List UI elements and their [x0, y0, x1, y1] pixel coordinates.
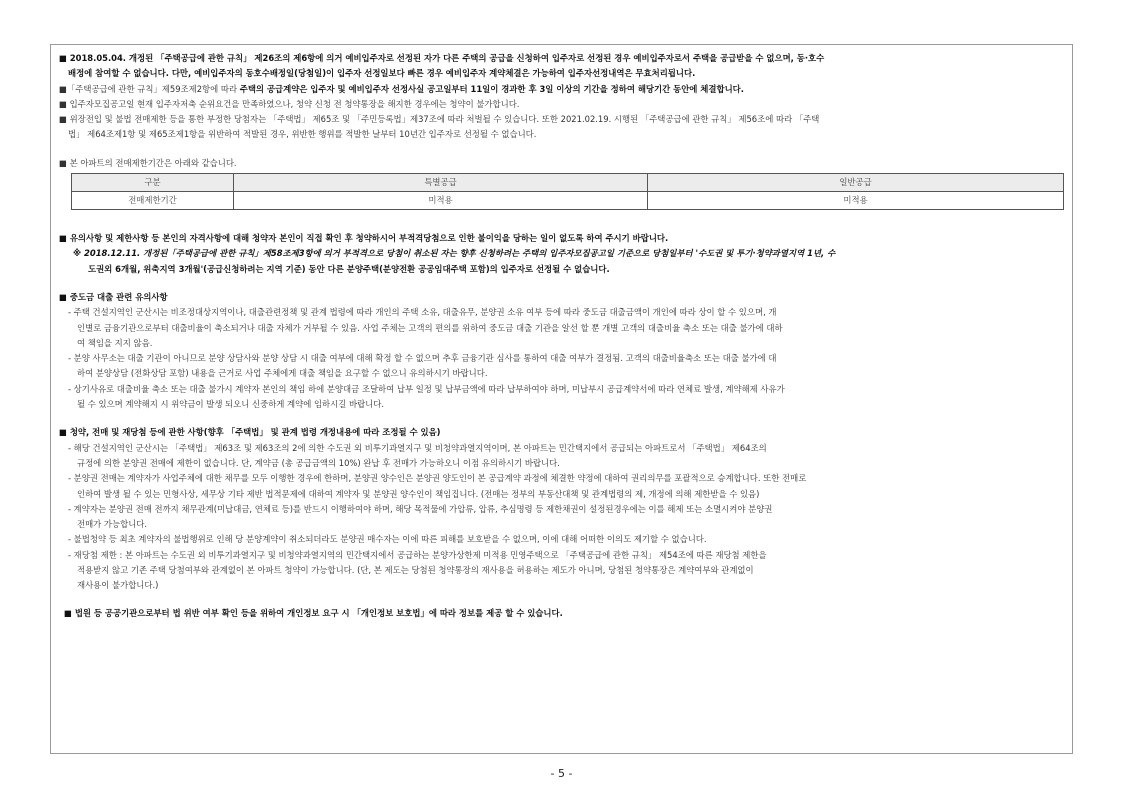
notice-fraud-line2: 법」 제64조제1항 및 제65조제1항을 위반하여 적발된 경우, 위반한 행위를 적발한 날부터 10년간 입주자로 선정될 수 없습니다.	[68, 129, 537, 140]
privacy-notice: ■ 법원 등 공공기관으로부터 법 위반 여부 확인 등을 위하여 개인정보 요구 시 「개인정보 보호법」에 따라 정보를 제공 할 수 있습니다.	[64, 607, 563, 618]
sale-item-1-line2: 규정에 의한 분양권 전매에 제한이 없습니다. 단, 계약금 (총 공급금액의 10%) 완납 후 전매가 가능하오니 이점 유의하시기 바랍니다.	[77, 457, 560, 468]
sale-item-4	[59, 532, 1064, 547]
resale-table-row	[72, 192, 1064, 210]
notice-contract-bold: 주택의 공급계약은 입주자 및 예비입주자 선정사실 공고일부터 11일이 경과한 후 3일 이상의 기간을 정하여 해당기간 동안에 체결합니다.	[239, 83, 744, 94]
sale-item-3	[59, 502, 1064, 533]
loan-item-2-line1: - 분양 사무소는 대출 기관이 아니므로 분양 상담사와 분양 상담 시 대출 여부에 대해 확정 할 수 없으며 추후 금융기관 심사를 통하여 대출 여부가 결정됨. 고객의 대출비율축소 또는 대출 불가에 대	[68, 353, 777, 364]
loan-item-2	[59, 351, 1064, 382]
sale-item-1	[59, 441, 1064, 472]
resale-header-category: 구분	[72, 174, 234, 192]
sale-item-1-line1: - 해당 건설지역인 군산시는 「주택법」 제63조 및 제63조의 2에 의한 수도권 외 비투기과열지구 및 비청약과열지역이며, 본 아파트는 민간택지에서 공급되는 아파트로서 「주택법」 제64조의	[68, 442, 767, 453]
loan-item-3	[59, 382, 1064, 413]
notice-savings: ■ 입주자모집공고일 현재 입주자저축 순위요건을 만족하였으나, 청약 신청 전 청약통장을 해지한 경우에는 청약이 불가합니다.	[59, 98, 520, 109]
sale-item-2-line2: 인하여 발생 될 수 있는 민형사상, 세무상 기타 제반 법적문제에 대하여 계약자 및 분양권 양수인이 책임집니다. (전매는 정부의 부동산대책 및 관계법령의 제, 개정에 의해 제한받을 수 있음)	[77, 488, 760, 499]
sale-item-5-line2: 적용받지 않고 기존 주택 당첨여부와 관계없이 본 아파트 청약이 가능합니다. (단, 본 제도는 당첨된 청약통장의 재사용을 허용하는 제도가 아니며, 당첨된 청약통장은 계약여부와 관계없이	[77, 565, 754, 576]
loan-item-1	[59, 305, 1064, 351]
resale-cell-general: 미적용	[648, 192, 1064, 210]
resale-table-header	[72, 174, 1064, 192]
sale-item-2-line1: - 분양권 전매는 계약자가 사업주체에 대한 채무를 모두 이행한 경우에 한하며, 분양권 양수인은 분양권 양도인이 본 공급계약 과정에 체결한 약정에 대하여 권리의무를 포괄적으로 승계합니다. 또한 전매로	[68, 473, 807, 484]
caution-note-line2: 도권외 6개월, 위축지역 3개월'(공급신청하려는 지역 기준) 동안 다른 분양주택(분양전환 공공임대주택 포함)의 입주자로 선정될 수 없습니다.	[88, 263, 610, 274]
sale-item-5-line3: 재사용이 불가합니다.)	[77, 580, 159, 591]
resale-cell-label: 전매제한기간	[72, 192, 234, 210]
sale-item-3-line1: - 계약자는 분양권 전매 전까지 채무관계(미납대금, 연체료 등)를 반드시 이행하여야 하며, 해당 목적물에 가압류, 압류, 추심명령 등 제한채권이 설정된경우에는 이를 해제 또는 소멸시켜야 분양권	[68, 503, 773, 514]
sale-item-5	[59, 548, 1064, 594]
page-number: - 5 -	[550, 767, 573, 780]
loan-item-2-line2: 하여 분양상담 (전화상담 포함) 내용을 근거로 사업 주체에게 대출 책임을 요구할 수 없으니 유의하시기 바랍니다.	[77, 368, 488, 379]
loan-item-1-line3: 여 책임을 지지 않음.	[77, 337, 153, 348]
notice-contract-prefix: ■「주택공급에 관한 규칙」제59조제2항에 따라	[59, 83, 240, 94]
loan-item-1-line1: - 주택 건설지역인 군산시는 비조정대상지역이나, 대출관련정책 및 관계 법령에 따라 개인의 주택 소유, 대출유무, 분양권 소유 여부 등에 따라 중도금 대출금액이 개인에 따라 상이 할 수 있으며, 개	[68, 307, 777, 318]
loan-item-3-line1: - 상기사유로 대출비율 축소 또는 대출 불가시 계약자 본인의 책임 하에 분양대금 조달하여 납부 일정 및 납부금액에 따라 납부하여야 하며, 미납부시 공급계약서에 따라 연체료 발생, 계약해제 사유가	[68, 383, 785, 394]
sale-item-2	[59, 471, 1064, 502]
notice-fraud-line1: ■ 위장전입 및 불법 전매제한 등을 통한 부정한 당첨자는 「주택법」 제65조 및 「주민등록법」제37조에 따라 처벌될 수 있습니다. 또한 2021.02.19. 시행된 「주택공급에 관한 규칙」 제56조에 따라 「주택	[59, 114, 820, 125]
sale-item-5-line1: - 재당첨 제한 : 본 아파트는 수도권 외 비투기과열지구 및 비청약과열지역의 민간택지에서 공급하는 분양가상한제 미적용 민영주택으로 「주택공급에 관한 규칙」 제54조에 따른 재당첨 제한을	[68, 549, 767, 560]
caution-title: ■ 유의사항 및 제한사항 등 본인의 자격사항에 대해 청약자 본인이 직접 확인 후 청약하시어 부적격당첨으로 인한 불이익을 당하는 일이 없도록 하여 주시기 바랍니다.	[59, 233, 669, 244]
resale-header-general: 일반공급	[648, 174, 1064, 192]
resale-intro: ■ 본 아파트의 전매제한기간은 아래와 같습니다.	[59, 157, 237, 168]
page-content	[59, 51, 1064, 621]
loan-item-3-line2: 될 수 있으며 계약해지 시 위약금이 발생 되오니 신중하게 계약에 임하시길 바랍니다.	[77, 399, 385, 410]
loan-item-1-line2: 인별로 금융기관으로부터 대출비율이 축소되거나 대출 자체가 거부될 수 있음. 사업 주체는 고객의 편의를 위하여 중도금 대출 기관을 알선 할 뿐 개별 고객의 대출비율 축소 또는 대출 불가에 대하	[77, 322, 783, 333]
sale-item-3-line2: 전매가 가능합니다.	[77, 519, 148, 530]
resale-table	[71, 173, 1064, 210]
notice-reserve-line2: 배정에 참여할 수 없습니다. 다만, 예비입주자의 동호수배정일(당첨일)이 입주자 선정일보다 빠른 경우 예비입주자 계약체결은 가능하여 입주자선정내역은 무효처리됩니다.	[68, 68, 696, 79]
loan-title: ■ 중도금 대출 관련 유의사항	[59, 291, 168, 302]
resale-cell-special: 미적용	[234, 192, 648, 210]
resale-header-special: 특별공급	[234, 174, 648, 192]
notice-contract-period	[59, 82, 1064, 97]
caution-note-line1: ※ 2018.12.11. 개정된「주택공급에 관한 규칙」제58조제3항에 의거 부적격으로 당첨이 취소된 자는 향후 신청하려는 주택의 입주자모집공고일 기준으로 당첨일부터 '수도권 및 투기·청약과열지역 1년, 수	[73, 248, 836, 259]
sale-title: ■ 청약, 전매 및 재당첨 등에 관한 사항(향후 「주택법」 및 관계 법령 개정내용에 따라 조정될 수 있음)	[59, 427, 441, 438]
notice-reserve-line1: ■ 2018.05.04. 개정된 「주택공급에 관한 규칙」 제26조의 제6항에 의거 예비입주자로 선정된 자가 다른 주택의 공급을 신청하여 입주자로 선정된 경우 예비입주자로서 주택을 공급받을 수 없으며, 동·호수	[59, 53, 825, 63]
page-frame	[50, 44, 1073, 754]
sale-item-4-line1: - 불법청약 등 최초 계약자의 불법행위로 인해 당 분양계약이 취소되더라도 분양권 매수자는 이에 따른 피해를 보호받을 수 없으며, 이에 대해 어떠한 이의도 제기할 수 없습니다.	[68, 534, 707, 545]
